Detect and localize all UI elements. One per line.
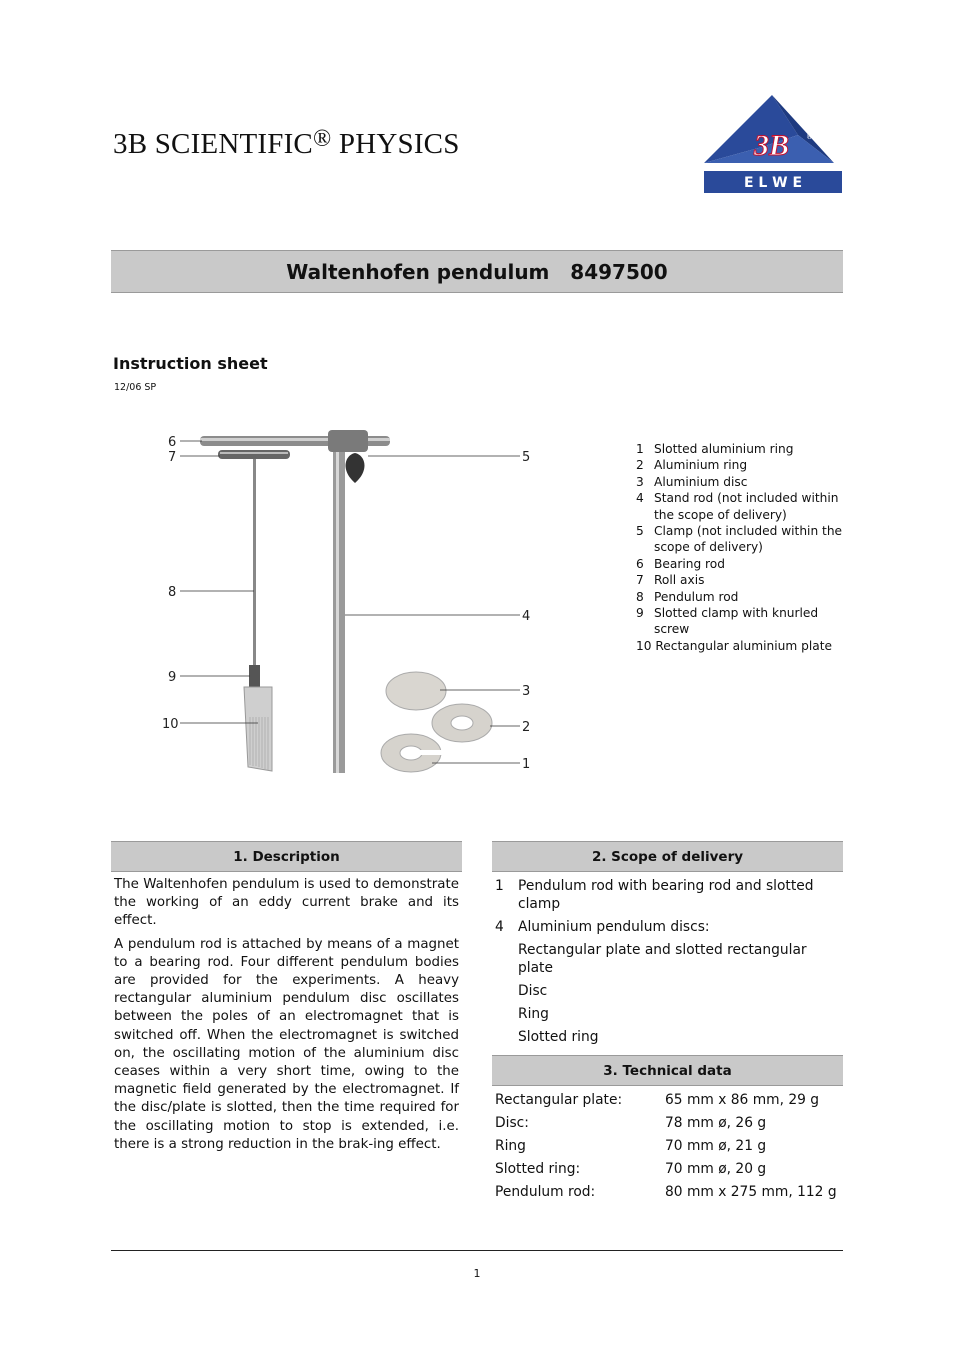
page-number: 1 xyxy=(473,1267,481,1280)
technical-row xyxy=(492,1180,843,1203)
description-section xyxy=(111,841,462,1154)
legend-num: 9 xyxy=(636,606,644,621)
scope-subitem: Disc xyxy=(518,983,548,999)
roll-axis-shape xyxy=(218,450,290,459)
technical-value: 65 mm x 86 mm, 29 g xyxy=(665,1091,820,1108)
legend-item xyxy=(636,457,848,473)
legend-text: Slotted clamp with knurled screw xyxy=(654,606,819,637)
technical-row xyxy=(492,1157,843,1180)
description-paragraph-2: A pendulum rod is attached by means of a magnet to a bearing rod. Four different pendulum bodies are provided for the experiments. A heavy rectangular aluminium pendulum disc oscillates between the poles of an electromagnet that is switched off. When the electromagnet is switched on, the oscillating motion of the aluminium disc ceases within a very short time, owing to the magnetic field generated by the electromagnet. If the disc/plate is slotted, then the time required for the oscillating motion to stop is extended, i.e. there is a strong reduction in the brak-ing effect. xyxy=(114,936,459,1152)
technical-value: 80 mm x 275 mm, 112 g xyxy=(665,1183,837,1200)
legend-text: Roll axis xyxy=(654,573,705,588)
figure-label-6: 6 xyxy=(168,435,177,450)
figure-label-5: 5 xyxy=(522,450,531,465)
figure-label-4: 4 xyxy=(522,609,531,624)
technical-key: Ring xyxy=(495,1137,526,1154)
description-heading-text: 1. Description xyxy=(233,848,340,865)
registered-mark: ® xyxy=(312,126,332,152)
legend-num: 2 xyxy=(636,458,644,473)
aluminium-disc-shape xyxy=(386,672,446,710)
parts-legend xyxy=(636,441,848,654)
technical-row xyxy=(492,1088,843,1111)
scope-subitem: Slotted ring xyxy=(518,1029,599,1045)
legend-num: 8 xyxy=(636,589,644,604)
technical-table xyxy=(492,1088,843,1203)
legend-text: Pendulum rod xyxy=(654,589,739,604)
description-heading xyxy=(111,841,462,872)
technical-key: Rectangular plate: xyxy=(495,1091,623,1108)
legend-text: Slotted aluminium ring xyxy=(654,442,794,456)
legend-text: Aluminium disc xyxy=(654,474,748,489)
3b-elwe-logo xyxy=(702,95,842,195)
legend-text: Clamp (not included within the scope of delivery) xyxy=(654,524,843,555)
pendulum-apparatus-figure xyxy=(160,425,540,785)
technical-value: 70 mm ø, 21 g xyxy=(665,1137,767,1154)
legend-item xyxy=(636,589,848,605)
instruction-sheet-heading: Instruction sheet xyxy=(113,354,268,373)
scope-item-text: Aluminium pendulum discs: xyxy=(518,919,710,935)
technical-row xyxy=(492,1111,843,1134)
scope-item-text: Pendulum rod with bearing rod and slotted clamp xyxy=(518,878,814,912)
technical-row xyxy=(492,1134,843,1157)
legend-item xyxy=(636,572,848,588)
figure-label-3: 3 xyxy=(522,684,531,699)
legend-num: 5 xyxy=(636,524,644,539)
scope-heading xyxy=(492,841,843,872)
footer-divider xyxy=(111,1250,843,1251)
legend-item xyxy=(636,605,848,638)
figure-label-9: 9 xyxy=(168,670,177,685)
technical-key: Disc: xyxy=(495,1114,529,1131)
technical-section xyxy=(492,1055,843,1203)
scope-item-qty: 4 xyxy=(495,919,504,935)
logo-reg: ® xyxy=(806,133,813,141)
legend-num: 7 xyxy=(636,573,644,588)
technical-value: 70 mm ø, 20 g xyxy=(665,1160,767,1177)
figure-label-2: 2 xyxy=(522,720,531,735)
figure-label-7: 7 xyxy=(168,450,177,465)
figure-label-10: 10 xyxy=(162,717,179,732)
legend-text: Rectangular aluminium plate xyxy=(655,638,832,653)
scope-item xyxy=(492,918,843,936)
document-title-bar xyxy=(111,250,843,293)
scope-section xyxy=(492,841,843,1046)
technical-value: 78 mm ø, 26 g xyxy=(665,1114,767,1131)
legend-num: 10 xyxy=(636,638,652,653)
scope-subitem: Rectangular plate and slotted rectangular plate xyxy=(518,942,807,976)
logo-mark: 3B xyxy=(754,129,790,162)
legend-num: 3 xyxy=(636,474,644,489)
legend-num: 1 xyxy=(636,442,644,456)
legend-item xyxy=(636,556,848,572)
logo-word: E L W E xyxy=(743,175,803,191)
legend-item xyxy=(636,638,848,654)
figure-label-8: 8 xyxy=(168,585,177,600)
legend-text: Aluminium ring xyxy=(654,458,748,473)
document-title: Waltenhofen pendulum 8497500 xyxy=(286,259,668,284)
legend-item xyxy=(636,441,848,457)
technical-heading xyxy=(492,1055,843,1086)
technical-key: Pendulum rod: xyxy=(495,1183,596,1200)
technical-key: Slotted ring: xyxy=(495,1160,581,1177)
legend-text: Bearing rod xyxy=(654,556,725,571)
legend-num: 4 xyxy=(636,491,644,506)
description-paragraph-1: The Waltenhofen pendulum is used to demonstrate the working of an eddy current brake and its effect. xyxy=(114,877,459,929)
clamp-knob-shape xyxy=(346,453,365,483)
scope-item xyxy=(492,877,843,913)
doc-code: 12/06 SP xyxy=(114,382,157,393)
technical-heading-text: 3. Technical data xyxy=(603,1062,732,1079)
pendulum-rod-shape xyxy=(253,459,256,671)
figure-label-1: 1 xyxy=(522,757,531,772)
brand-title xyxy=(113,128,460,161)
legend-text: Stand rod (not included within the scope of delivery) xyxy=(654,491,839,522)
scope-subitem: Ring xyxy=(518,1006,549,1022)
brand-prefix: 3B SCIENTIFIC xyxy=(113,128,313,160)
legend-item xyxy=(636,474,848,490)
legend-item xyxy=(636,523,848,556)
legend-item xyxy=(636,490,848,523)
brand-suffix: PHYSICS xyxy=(331,128,460,160)
scope-heading-text: 2. Scope of delivery xyxy=(591,848,744,865)
scope-item-qty: 1 xyxy=(495,878,504,894)
legend-num: 6 xyxy=(636,556,644,571)
clamp-shape xyxy=(328,430,368,452)
